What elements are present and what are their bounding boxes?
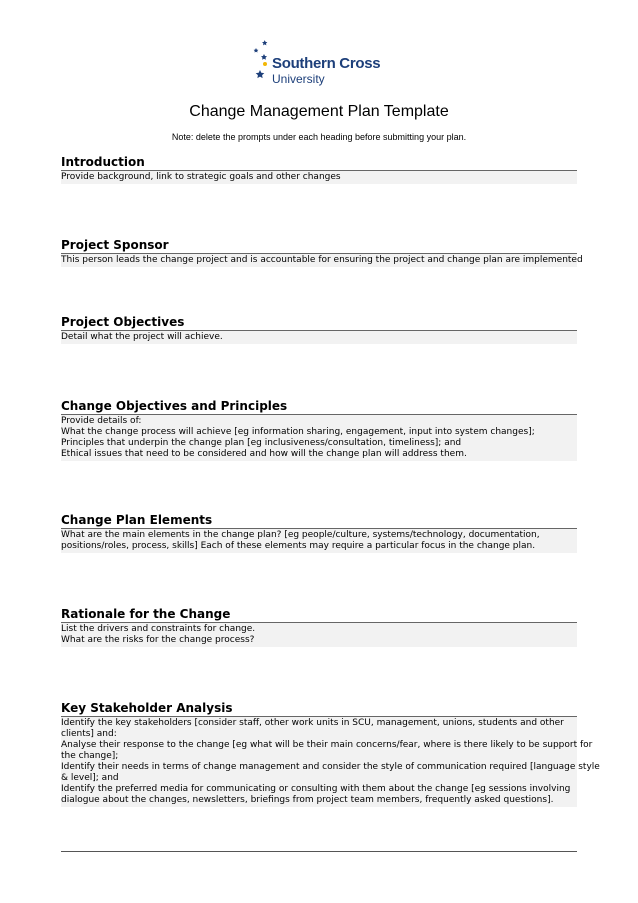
section-heading: Project Sponsor [61, 238, 577, 254]
section-heading: Change Plan Elements [61, 513, 577, 529]
prompt-line: Detail what the project will achieve. [61, 332, 223, 342]
section-stakeholder-analysis [61, 701, 600, 807]
logo-wordmark-line1: Southern Cross [272, 55, 381, 72]
section-prompt [61, 415, 577, 461]
logo-wordmark-line2: University [272, 72, 325, 86]
prompt-line: List the drivers and constraints for change. [61, 624, 256, 634]
section-prompt [61, 717, 600, 807]
prompt-line: Provide background, link to strategic goals and other changes [61, 172, 341, 182]
prompt-line: clients] and: [61, 729, 117, 739]
section-project-sponsor [61, 238, 583, 267]
section-change-objectives [61, 399, 577, 461]
prompt-line: the change]; [61, 751, 119, 761]
document-title: Change Management Plan Template [189, 103, 449, 120]
document-note: Note: delete the prompts under each heading before submitting your plan. [171, 132, 467, 142]
prompt-line: & level]; and [61, 773, 119, 783]
prompt-line: dialogue about the changes, newsletters, briefings from project team members, frequently asked questions]. [61, 795, 554, 805]
section-rationale [61, 607, 577, 647]
section-prompt [61, 254, 583, 267]
prompt-line: Analyse their response to the change [eg what will be their main concerns/fear, where is there likely to be support for [61, 740, 593, 750]
prompt-line: Ethical issues that need to be considered and how will the change plan will address them. [61, 449, 467, 459]
prompt-line: Identify the preferred media for communicating or consulting with them about the change [eg sessions involving [61, 784, 571, 794]
section-heading: Key Stakeholder Analysis [61, 701, 577, 717]
prompt-line: Provide details of: [61, 416, 142, 426]
prompt-line: Identify their needs in terms of change management and consider the style of communication required [language style [61, 762, 600, 772]
prompt-line: What the change process will achieve [eg information sharing, engagement, input into system changes]; [61, 427, 535, 437]
prompt-line: What are the main elements in the change plan? [eg people/culture, systems/technology, documentation, [61, 530, 540, 540]
prompt-line: This person leads the change project and is accountable for ensuring the project and change plan are implemented [61, 255, 583, 265]
section-project-objectives [61, 315, 577, 344]
section-prompt [61, 529, 577, 553]
prompt-line: Principles that underpin the change plan [eg inclusiveness/consultation, timeliness]; and [61, 438, 462, 448]
section-change-plan-elements [61, 513, 577, 553]
footer-divider [61, 851, 577, 852]
prompt-line: Identify the key stakeholders [consider staff, other work units in SCU, management, unions, students and other [61, 718, 564, 728]
university-logo [246, 40, 396, 90]
prompt-line: positions/roles, process, skills] Each of these elements may require a particular focus in the change plan. [61, 541, 536, 551]
section-heading: Introduction [61, 155, 577, 171]
section-prompt [61, 331, 577, 344]
section-heading: Change Objectives and Principles [61, 399, 577, 415]
section-heading: Project Objectives [61, 315, 577, 331]
section-heading: Rationale for the Change [61, 607, 577, 623]
section-prompt [61, 623, 577, 647]
southern-cross-stars-icon [246, 40, 272, 90]
section-prompt [61, 171, 577, 184]
section-introduction [61, 155, 577, 184]
prompt-line: What are the risks for the change process? [61, 635, 255, 645]
